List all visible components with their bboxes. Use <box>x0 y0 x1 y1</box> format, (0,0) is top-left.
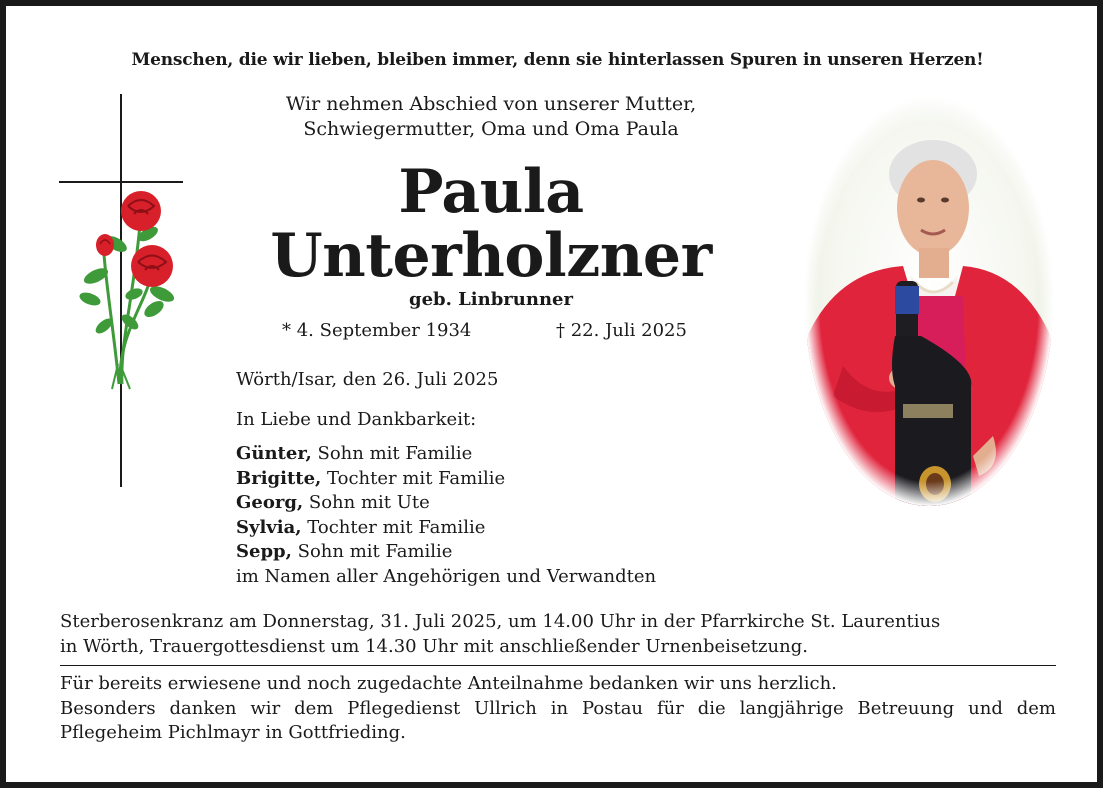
mourner-entry <box>236 491 656 516</box>
mourners-list <box>236 442 656 589</box>
mourner-name: Günter, <box>236 443 312 464</box>
mourner-relation: Tochter mit Familie <box>301 516 486 538</box>
birth-date: * 4. September 1934 <box>282 320 472 341</box>
greeting: In Liebe und Dankbarkeit: <box>236 409 477 430</box>
mourner-entry <box>236 467 656 492</box>
motto-heading: Menschen, die wir lieben, bleiben immer, denn sie hinterlassen Spuren in unseren Herzen! <box>131 50 984 70</box>
divider <box>60 665 1056 666</box>
deceased-last-name: Unterholzner <box>270 221 712 291</box>
funeral-line-1: Sterberosenkranz am Donnerstag, 31. Juli 2025, um 14.00 Uhr in der Pfarrkirche St. Laurentius <box>60 611 941 632</box>
mourner-relation: Sohn mit Familie <box>291 541 453 562</box>
rose-icon <box>78 191 177 389</box>
mourner-relation: Sohn mit Ute <box>303 492 430 513</box>
mourner-name: Georg, <box>236 492 304 513</box>
relatives-line: im Namen aller Angehörigen und Verwandten <box>236 565 657 587</box>
portrait-photo <box>803 96 1055 508</box>
mourner-name: Sylvia, <box>236 516 302 538</box>
mourner-name: Brigitte, <box>236 467 322 489</box>
intro-line-2: Schwiegermutter, Oma und Oma Paula <box>303 118 679 140</box>
birth-name: geb. Linbrunner <box>408 289 573 310</box>
mourner-entry <box>236 442 656 467</box>
deceased-first-name: Paula <box>398 157 584 227</box>
intro-line-1: Wir nehmen Abschied von unserer Mutter, <box>285 93 697 115</box>
intro-text <box>236 92 746 142</box>
funeral-info <box>60 610 1058 659</box>
mourner-name: Sepp, <box>236 541 292 562</box>
mourner-entry <box>236 516 656 541</box>
cross-with-roses <box>56 94 186 489</box>
funeral-line-2: in Wörth, Trauergottesdienst um 14.30 Uhr mit anschließender Urnenbeisetzung. <box>60 635 808 657</box>
mourner-relation: Tochter mit Familie <box>321 467 506 489</box>
thanks-text <box>60 672 1056 746</box>
mourner-relation: Sohn mit Familie <box>311 443 473 464</box>
place-date: Wörth/Isar, den 26. Juli 2025 <box>236 369 499 390</box>
thanks-line-2: Besonders danken wir dem Pflegedienst Ullrich in Postau für die langjährige Betreuung und dem Pflegeheim Pichlmayr in Gottfrieding. <box>60 697 1056 743</box>
mourner-entry <box>236 540 656 565</box>
thanks-line-1: Für bereits erwiesene und noch zugedachte Anteilnahme bedanken wir uns herzlich. <box>60 673 837 694</box>
death-date: † 22. Juli 2025 <box>556 320 687 341</box>
